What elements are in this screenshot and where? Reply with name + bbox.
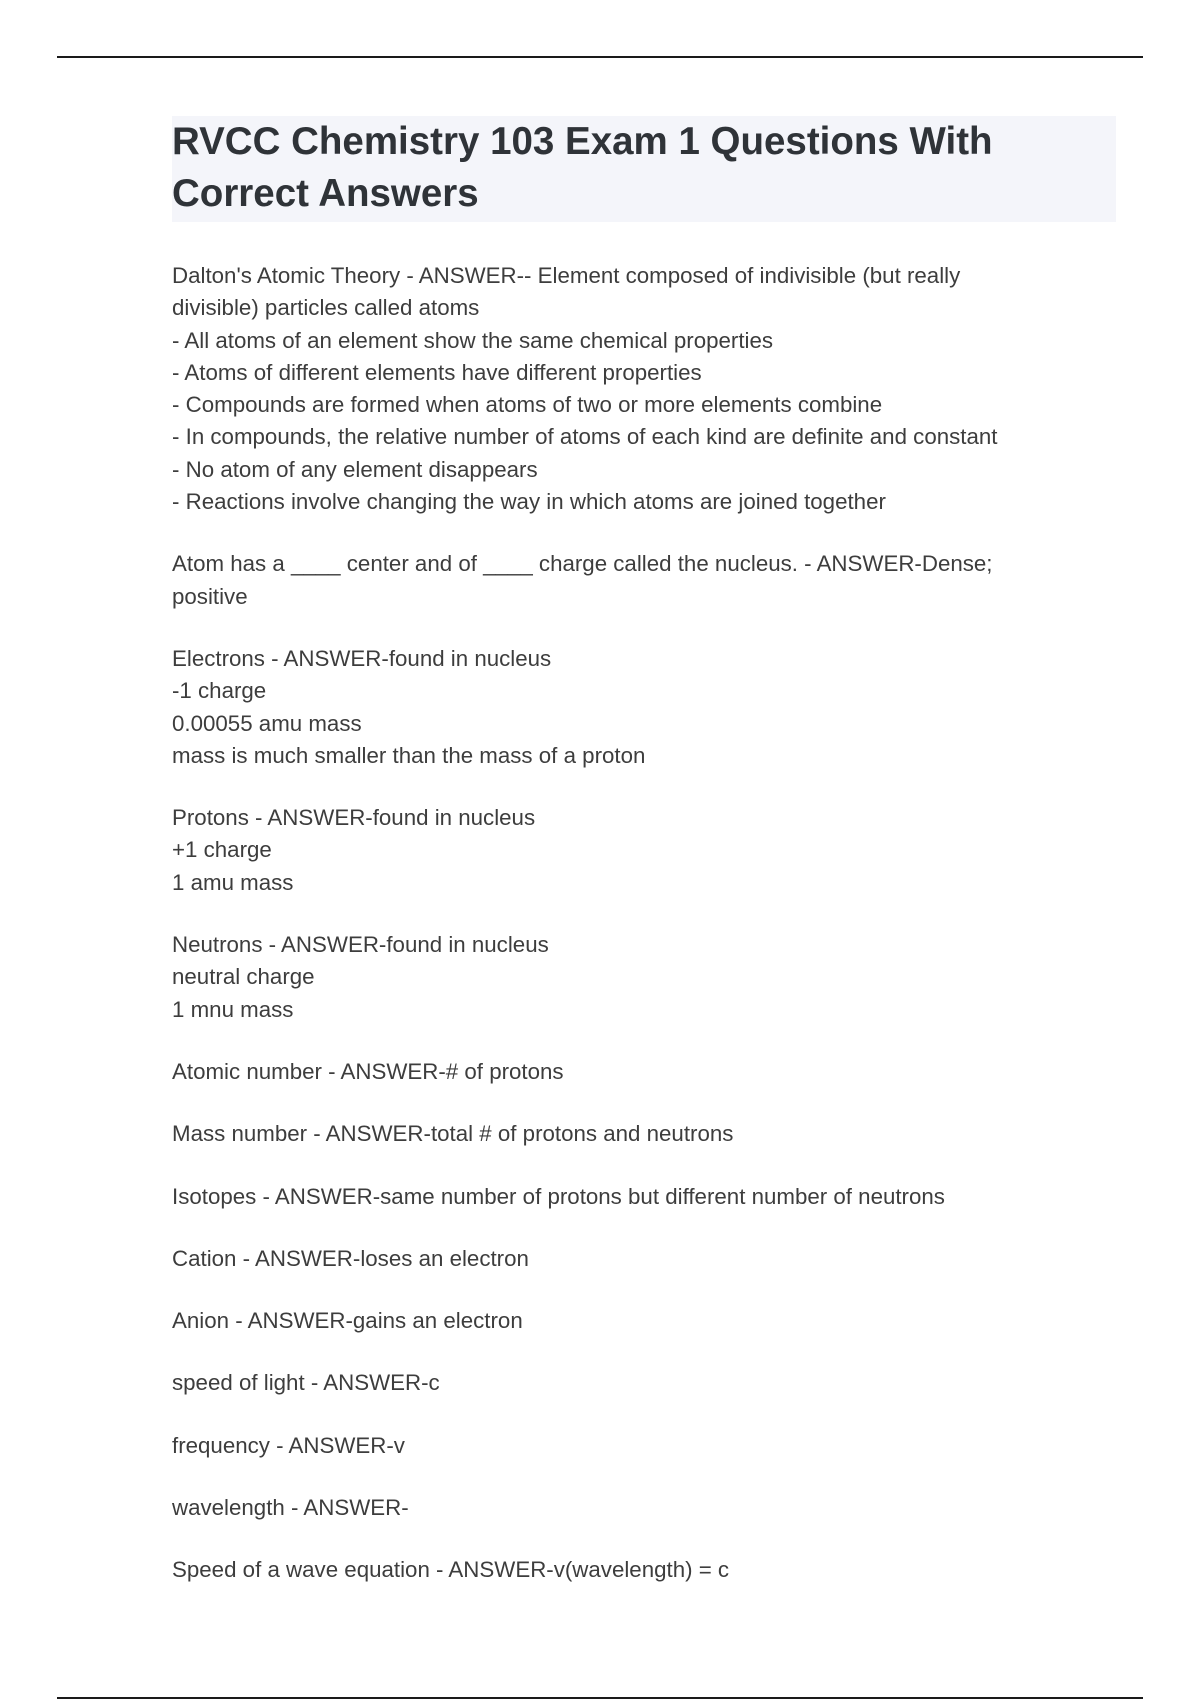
qa-line: 1 mnu mass xyxy=(172,996,294,1022)
qa-line: positive xyxy=(172,583,248,609)
qa-line: Protons - ANSWER-found in nucleus xyxy=(172,805,536,831)
qa-line: mass is much smaller than the mass of a proton xyxy=(172,742,646,768)
qa-line: - Atoms of different elements have different properties xyxy=(172,359,702,385)
qa-line: Mass number - ANSWER-total # of protons and neutrons xyxy=(172,1121,734,1147)
qa-line: neutral charge xyxy=(172,964,315,990)
qa-line: Anion - ANSWER-gains an electron xyxy=(172,1308,523,1334)
qa-line: Electrons - ANSWER-found in nucleus xyxy=(172,645,552,671)
qa-entry-mass-number xyxy=(172,1118,1116,1150)
qa-entry-electrons xyxy=(172,643,1116,772)
qa-line: Neutrons - ANSWER-found in nucleus xyxy=(172,932,549,958)
qa-line: Isotopes - ANSWER-same number of protons but different number of neutrons xyxy=(172,1183,945,1209)
qa-entry-isotopes xyxy=(172,1181,1116,1213)
qa-entry-protons xyxy=(172,802,1116,899)
qa-entry-speed-of-light xyxy=(172,1367,1116,1399)
qa-line: +1 charge xyxy=(172,837,272,863)
document-body xyxy=(172,116,1116,1617)
bottom-rule xyxy=(57,1697,1143,1699)
qa-line: Atom has a ____ center and of ____ charge called the nucleus. - ANSWER-Dense; xyxy=(172,551,993,577)
qa-line: wavelength - ANSWER- xyxy=(172,1495,409,1521)
qa-entry-neutrons xyxy=(172,929,1116,1026)
qa-entry-atomic-number xyxy=(172,1056,1116,1088)
qa-entry-daltons-atomic-theory xyxy=(172,260,1116,518)
qa-line: speed of light - ANSWER-c xyxy=(172,1370,440,1396)
qa-entry-frequency xyxy=(172,1430,1116,1462)
qa-line: - All atoms of an element show the same chemical properties xyxy=(172,327,774,353)
qa-line: - Reactions involve changing the way in which atoms are joined together xyxy=(172,489,886,515)
title-banner xyxy=(172,116,1116,222)
qa-entry-cation xyxy=(172,1243,1116,1275)
qa-list xyxy=(172,260,1116,1587)
qa-line: Cation - ANSWER-loses an electron xyxy=(172,1245,529,1271)
qa-line: divisible) particles called atoms xyxy=(172,295,480,321)
qa-line: - No atom of any element disappears xyxy=(172,456,538,482)
qa-line: frequency - ANSWER-v xyxy=(172,1432,405,1458)
qa-entry-atom-nucleus xyxy=(172,548,1116,613)
qa-line: Speed of a wave equation - ANSWER-v(wavelength) = c xyxy=(172,1557,730,1583)
qa-entry-wavelength xyxy=(172,1492,1116,1524)
qa-line: Atomic number - ANSWER-# of protons xyxy=(172,1058,564,1084)
qa-line: - In compounds, the relative number of atoms of each kind are definite and constant xyxy=(172,424,998,450)
qa-entry-anion xyxy=(172,1305,1116,1337)
qa-line: -1 charge xyxy=(172,678,267,704)
qa-line: - Compounds are formed when atoms of two or more elements combine xyxy=(172,392,883,418)
qa-line: 1 amu mass xyxy=(172,869,294,895)
qa-line: 0.00055 amu mass xyxy=(172,710,362,736)
qa-entry-wave-equation xyxy=(172,1554,1116,1586)
qa-line: Dalton's Atomic Theory - ANSWER-- Element composed of indivisible (but really xyxy=(172,263,961,288)
top-rule xyxy=(57,56,1143,58)
document-title: RVCC Chemistry 103 Exam 1 Questions With Correct Answers xyxy=(172,120,993,215)
